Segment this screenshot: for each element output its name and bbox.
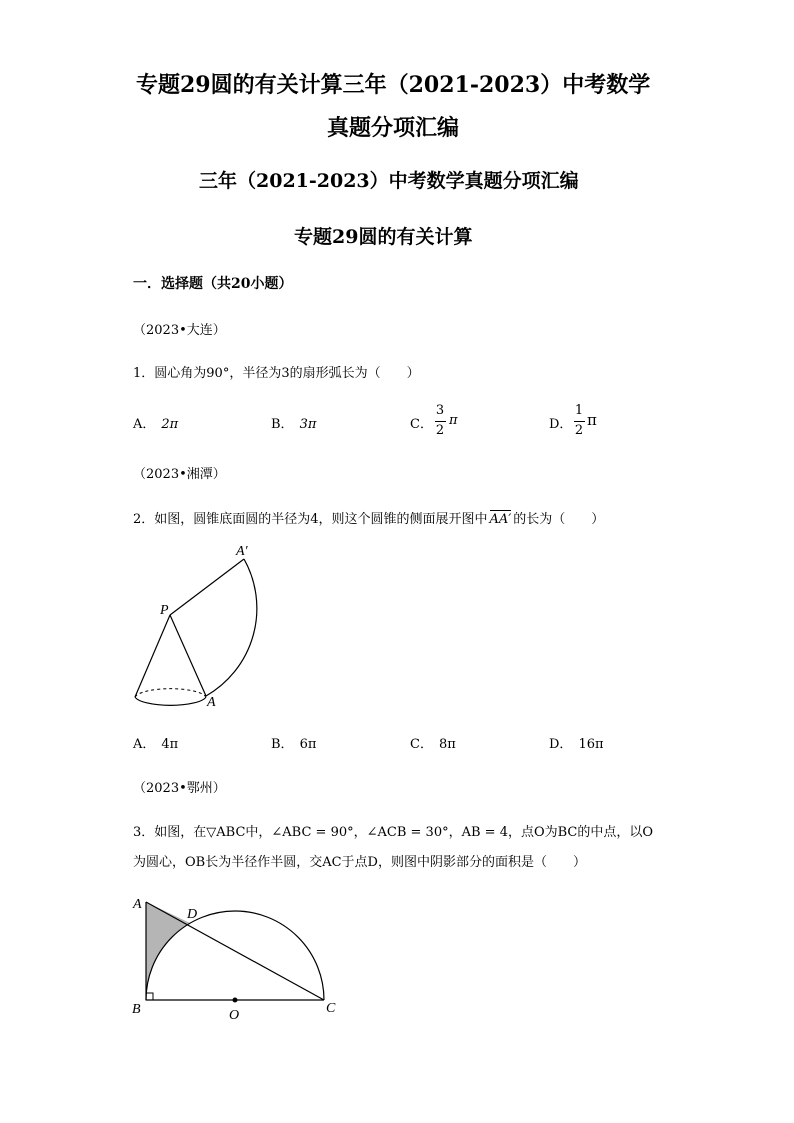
q1-option-c-pi: π [449, 413, 458, 428]
option-value: 8π [438, 737, 456, 752]
base-back [135, 689, 206, 697]
side-ac [146, 902, 324, 1000]
option-label: B． [271, 737, 294, 752]
option-value: 2π [161, 417, 179, 432]
option-label: D． [549, 737, 573, 752]
option-value: 3π [299, 417, 317, 432]
question-2-stem [133, 508, 604, 527]
q2-option-d [549, 733, 604, 752]
arc-notation: AA′ [489, 512, 512, 527]
q1-option-d-pi: π [587, 411, 597, 429]
label-p: P [160, 603, 169, 618]
question-3-stem-line2: 为圆心，OB长为半径作半圆，交AC于点D，则图中阴影部分的面积是（ ） [133, 855, 586, 870]
label-a: A [133, 897, 142, 912]
document-subtitle: 三年（2021-2023）中考数学真题分项汇编 [199, 170, 579, 192]
question-3-source: （2023•鄂州） [133, 781, 226, 796]
q2-option-b [271, 733, 316, 752]
q1-option-c-denominator: 2 [435, 423, 445, 438]
q1-option-c-label: C． [410, 417, 433, 432]
label-a-prime: A′ [236, 544, 248, 559]
slant-line-left [135, 615, 170, 697]
option-label: A． [133, 417, 156, 432]
option-label: A． [133, 737, 156, 752]
q1-option-b [271, 413, 316, 432]
label-c: C [326, 1001, 336, 1016]
label-d: D [187, 907, 198, 922]
right-angle-mark [146, 993, 153, 1000]
q1-option-d-denominator: 2 [574, 423, 584, 438]
slant-line-pa-prime [170, 559, 244, 615]
topic-title: 专题29圆的有关计算 [294, 226, 473, 248]
option-value: 6π [299, 737, 317, 752]
section-heading: 一．选择题（共20小题） [133, 276, 293, 292]
cone-figure [125, 540, 285, 715]
q1-option-a [133, 413, 178, 432]
label-a: A [207, 695, 216, 710]
option-label: C． [410, 737, 433, 752]
q1-option-d-fraction-bar [574, 421, 585, 422]
center-point-o [233, 998, 238, 1003]
q1-option-d-label: D． [549, 417, 573, 432]
base-front [135, 697, 206, 705]
question-1-stem: 1．圆心角为90°，半径为3的扇形弧长为（ ） [133, 366, 420, 381]
q2-option-c [410, 733, 456, 752]
q1-option-c-fraction-bar [435, 421, 446, 422]
q1-option-d-numerator: 1 [574, 403, 584, 418]
stem-text: 2．如图，圆锥底面圆的半径为4，则这个圆锥的侧面展开图中 [133, 512, 488, 527]
option-value: 16π [578, 737, 604, 752]
slant-line-pa [170, 615, 206, 696]
question-1-source: （2023•大连） [133, 323, 226, 338]
shaded-region [146, 902, 190, 1000]
option-label: B． [271, 417, 294, 432]
option-value: 4π [161, 737, 179, 752]
question-3-stem-line1: 3．如图，在▽ABC中，∠ABC = 90°，∠ACB = 30°，AB = 4，点O为BC的中点，以O [133, 825, 654, 840]
sector-arc [206, 559, 257, 696]
question-2-source: （2023•湘潭） [133, 467, 226, 482]
semicircle-figure [125, 890, 355, 1025]
label-o: O [229, 1008, 240, 1023]
stem-text: 的长为（ ） [513, 512, 605, 527]
label-b: B [132, 1002, 141, 1017]
q1-option-c-numerator: 3 [435, 403, 445, 418]
document-title-line2: 真题分项汇编 [327, 115, 460, 141]
q2-option-a [133, 733, 178, 752]
document-title-line1: 专题29圆的有关计算三年（2021-2023）中考数学 [136, 72, 651, 98]
